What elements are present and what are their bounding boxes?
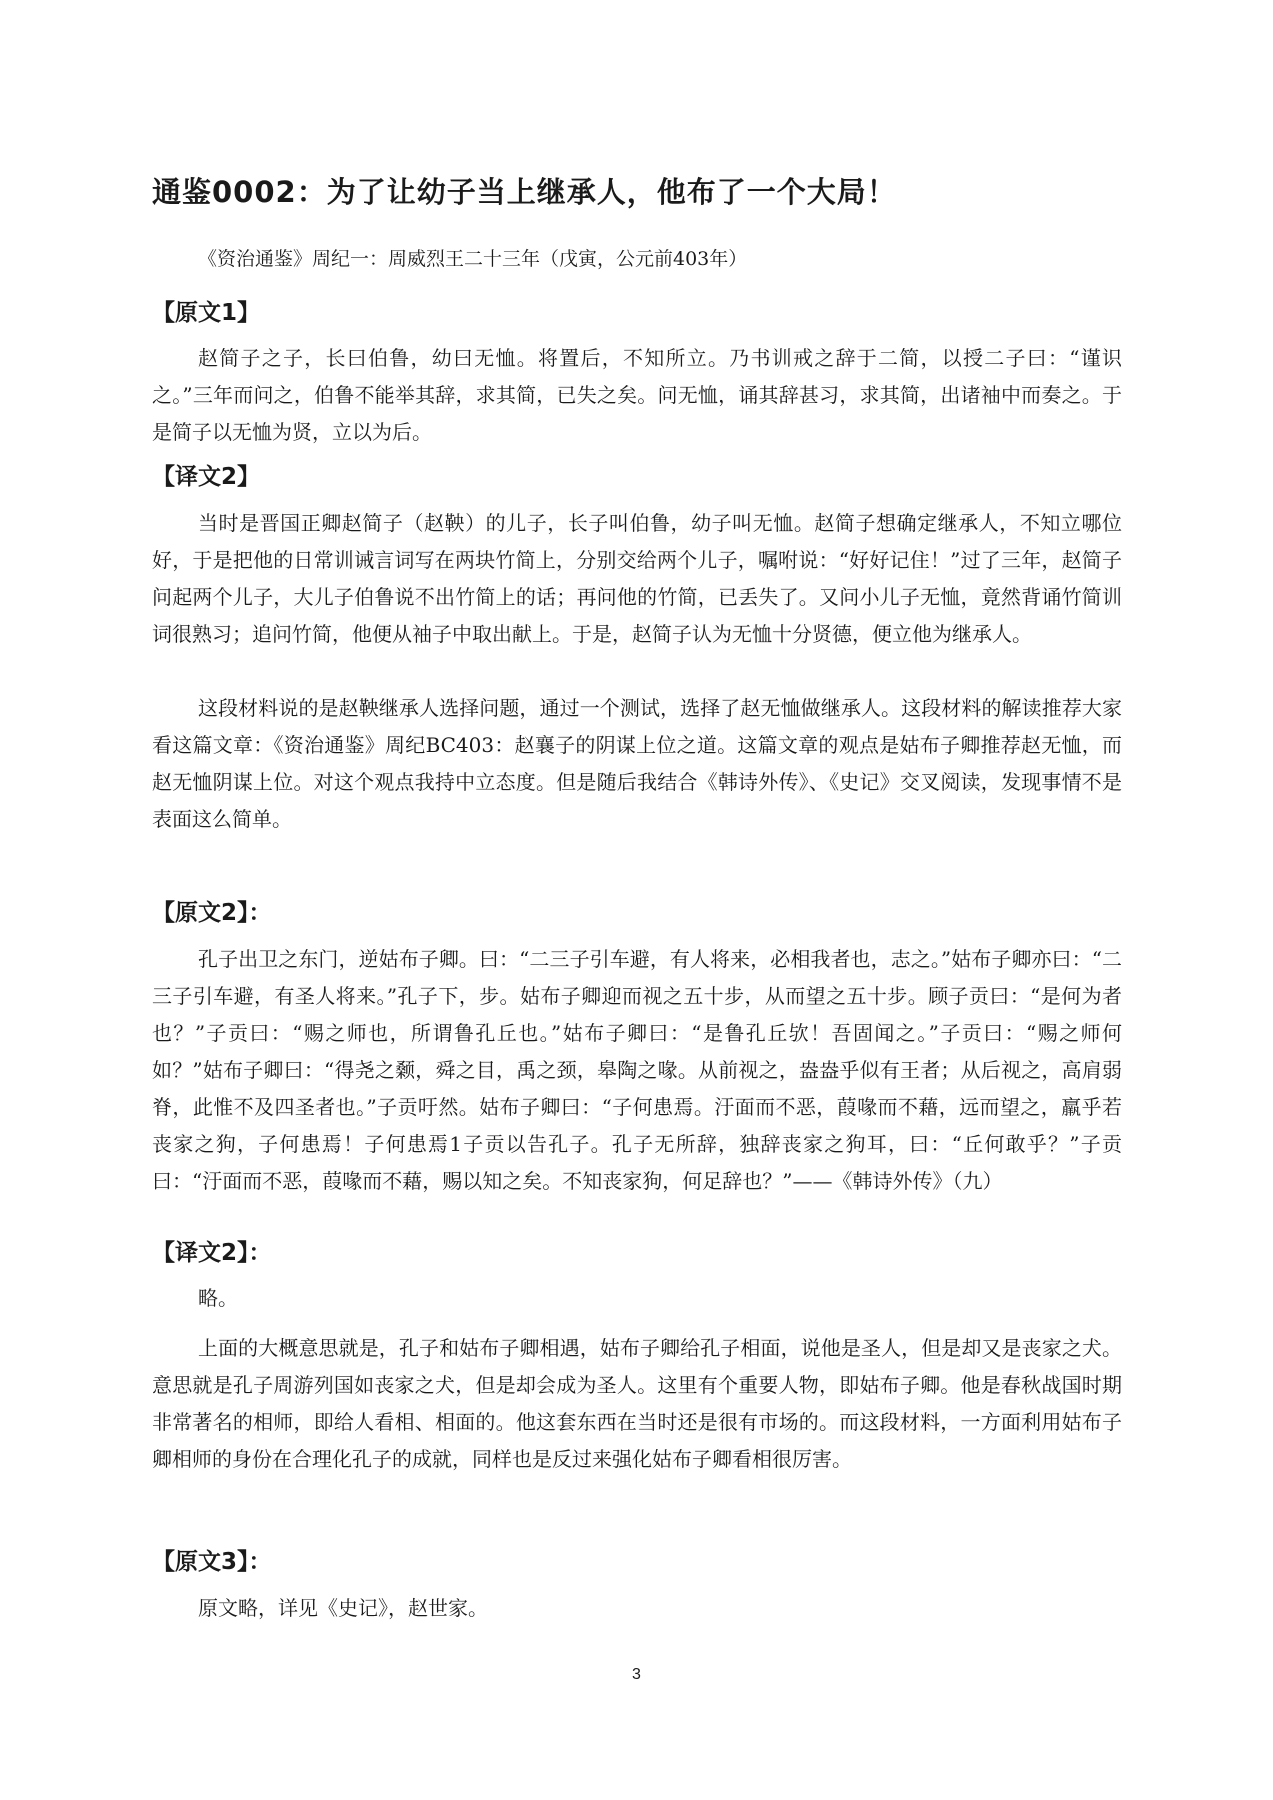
section-heading-original-2: 【原文2】： [152, 900, 272, 926]
section-heading-translation-2-second: 【译文2】： [152, 1240, 272, 1266]
paragraph-translation-2-brief: 略。 [198, 1286, 238, 1310]
section-heading-original-1: 【原文1】 [152, 300, 261, 326]
paragraph-translation-2b: 这段材料说的是赵鞅继承人选择问题，通过一个测试，选择了赵无恤做继承人。这段材料的解读推荐大家看这篇文章：《资治通鉴》周纪BC403：赵襄子的阴谋上位之道。这篇文章的观点是姑布子卿推荐赵无恤，而赵无恤阴谋上位。对这个观点我持中立态度。但是随后我结合《韩诗外传》、《史记》交叉阅读，发现事情不是表面这么简单。 [152, 696, 1122, 831]
source-citation: 《资治通鉴》周纪一：周威烈王二十三年（戊寅，公元前403年） [198, 248, 748, 270]
paragraph-original-1: 赵简子之子，长曰伯鲁，幼曰无恤。将置后，不知所立。乃书训戒之辞于二简，以授二子曰：“谨识之。”三年而问之，伯鲁不能举其辞，求其简，已失之矣。问无恤，诵其辞甚习，求其简，出诸袖中而奏之。于是简子以无恤为贤，立以为后。 [152, 346, 1122, 444]
section-heading-translation-2: 【译文2】 [152, 464, 261, 490]
section-heading-original-3: 【原文3】： [152, 1549, 272, 1575]
paragraph-original-2: 孔子出卫之东门，逆姑布子卿。曰：“二三子引车避，有人将来，必相我者也，志之。”姑布子卿亦曰：“二三子引车避，有圣人将来。”孔子下，步。姑布子卿迎而视之五十步，从而望之五十步。顾子贡曰：“是何为者也？”子贡曰：“赐之师也，所谓鲁孔丘也。”姑布子卿曰：“是鲁孔丘欤！吾固闻之。”子贡曰：“赐之师何如？”姑布子卿曰：“得尧之颡，舜之目，禹之颈，皋陶之喙。从前视之，盎盎乎似有王者；从后视之，高肩弱脊，此惟不及四圣者也。”子贡吁然。姑布子卿曰：“子何患焉。汙面而不恶，葭喙而不藉，远而望之，羸乎若丧家之狗，子何患焉！子何患焉1子贡以告孔子。孔子无所辞，独辞丧家之狗耳，曰：“丘何敢乎？”子贡曰：“汙面而不恶，葭喙而不藉，赐以知之矣。不知丧家狗，何足辞也？”——《韩诗外传》（九） [152, 947, 1122, 1193]
page-number: 3 [632, 1666, 641, 1683]
paragraph-original-3: 原文略，详见《史记》，赵世家。 [198, 1596, 488, 1620]
paragraph-translation-2-explanation: 上面的大概意思就是，孔子和姑布子卿相遇，姑布子卿给孔子相面，说他是圣人，但是却又是丧家之犬。意思就是孔子周游列国如丧家之犬，但是却会成为圣人。这里有个重要人物，即姑布子卿。他是春秋战国时期非常著名的相师，即给人看相、相面的。他这套东西在当时还是很有市场的。而这段材料，一方面利用姑布子卿相师的身份在合理化孔子的成就，同样也是反过来强化姑布子卿看相很厉害。 [152, 1336, 1122, 1471]
paragraph-translation-2a: 当时是晋国正卿赵简子（赵鞅）的儿子，长子叫伯鲁，幼子叫无恤。赵简子想确定继承人，不知立哪位好，于是把他的日常训诫言词写在两块竹简上，分别交给两个儿子，嘱咐说：“好好记住！”过了三年，赵简子问起两个儿子，大儿子伯鲁说不出竹简上的话；再问他的竹简，已丢失了。又问小儿子无恤，竟然背诵竹简训词很熟习；追问竹简，他便从袖子中取出献上。于是，赵简子认为无恤十分贤德，便立他为继承人。 [152, 511, 1122, 646]
page-title: 通鉴0002：为了让幼子当上继承人，他布了一个大局！ [152, 175, 897, 209]
